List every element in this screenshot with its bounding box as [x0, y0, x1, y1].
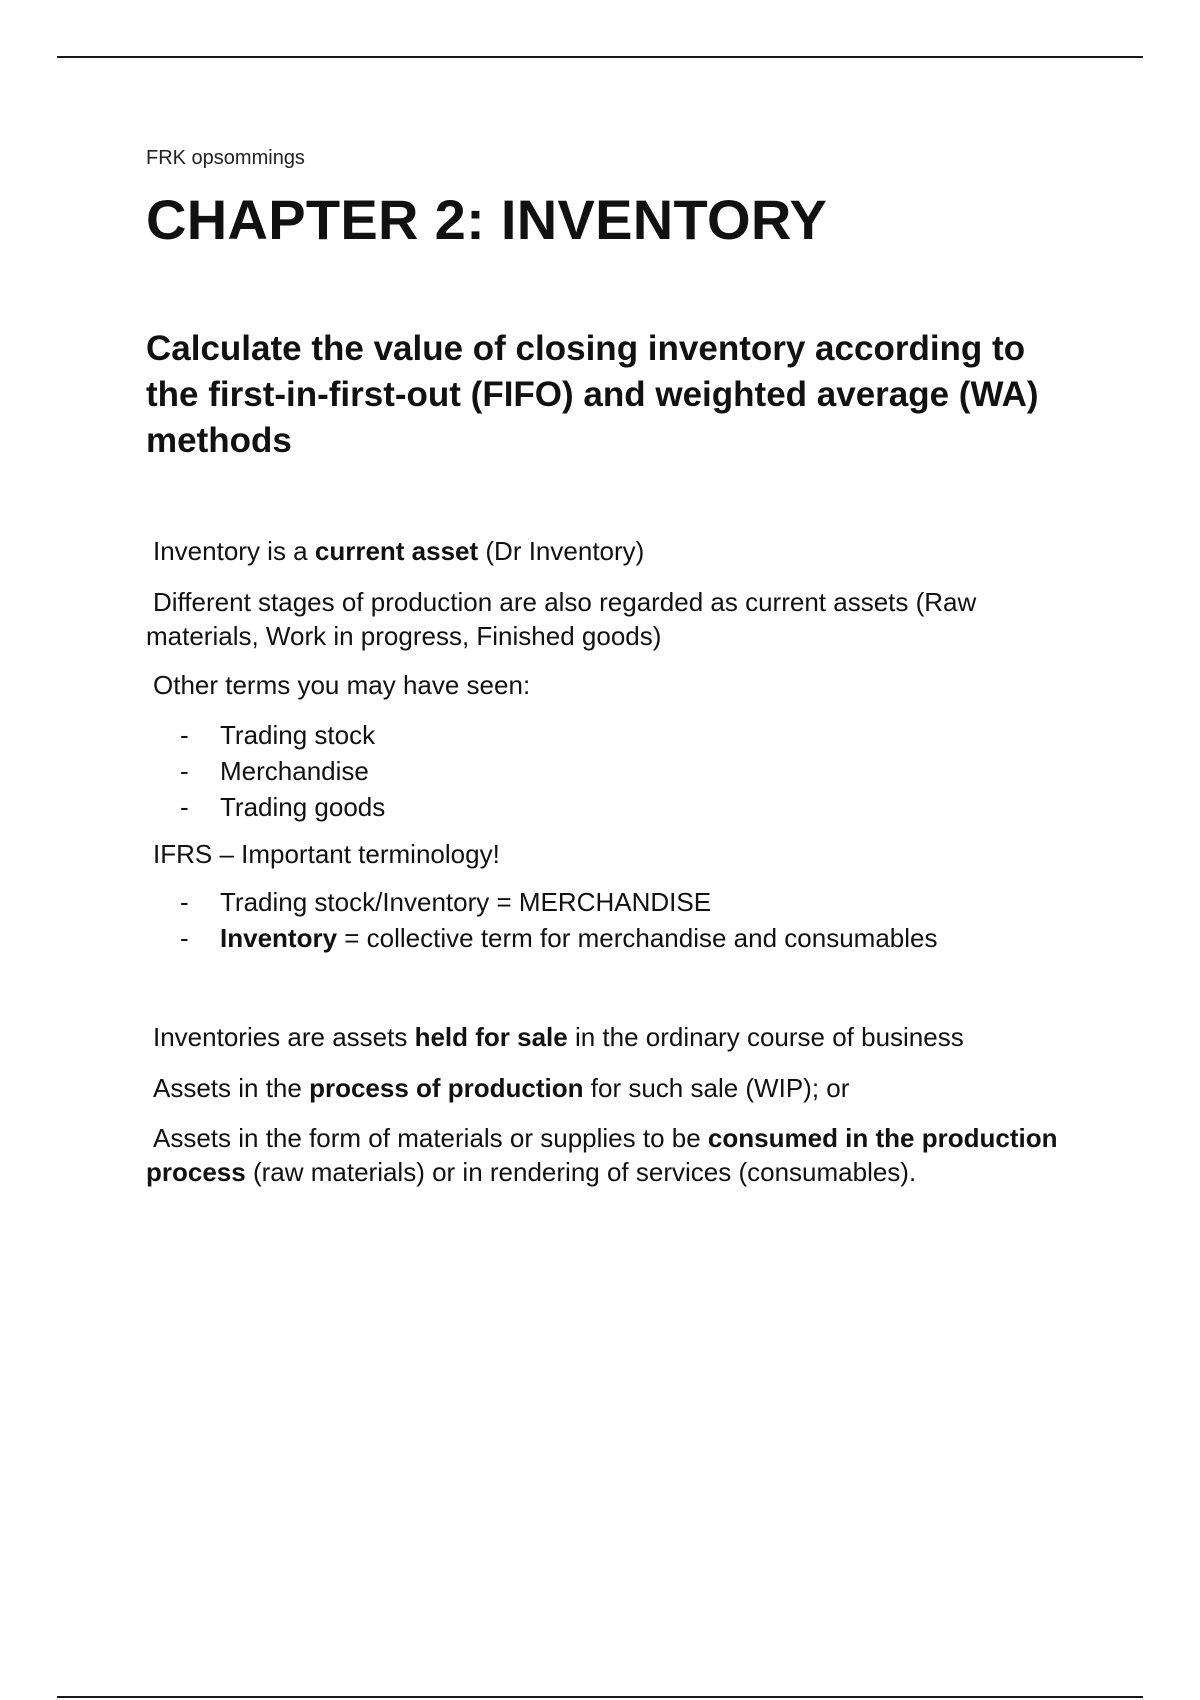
list-item-text: Merchandise — [220, 756, 369, 786]
text-fragment: Assets in the — [153, 1073, 310, 1103]
document-body — [146, 146, 1086, 1189]
bold-term: Inventory — [220, 923, 338, 953]
ifrs-terms-list — [146, 884, 1086, 956]
dash-bullet: - — [180, 923, 189, 953]
list-item — [180, 753, 1086, 789]
dash-bullet: - — [180, 756, 189, 786]
paragraph-consumed-in-production — [146, 1121, 1086, 1189]
bold-term: current asset — [314, 536, 479, 566]
text-fragment: (Dr Inventory) — [478, 536, 645, 566]
section-heading: Calculate the value of closing inventory according to the first-in-first-out (FIFO) and weighted average (WA) methods — [146, 329, 1039, 460]
bold-term: consumed in the production process — [146, 1123, 1058, 1187]
paragraph-current-asset — [146, 534, 1086, 568]
bold-term: held for sale — [414, 1022, 568, 1052]
bold-term: process of production — [309, 1073, 584, 1103]
dash-bullet: - — [180, 887, 189, 917]
list-item-text: Trading stock/Inventory = MERCHANDISE — [220, 887, 712, 917]
paragraph-held-for-sale — [146, 1020, 1086, 1054]
text-fragment: Inventory is a — [153, 536, 315, 566]
text-fragment: (raw materials) or in rendering of services (consumables). — [245, 1157, 917, 1187]
top-rule — [57, 56, 1143, 58]
paragraph-production-stages: Different stages of production are also regarded as current assets (Raw materials, Work in progress, Finished goods) — [146, 587, 977, 651]
chapter-title: CHAPTER 2: INVENTORY — [146, 188, 828, 251]
list-item-text: Trading stock — [220, 720, 376, 750]
dash-bullet: - — [180, 792, 189, 822]
other-terms-list — [146, 717, 1086, 825]
text-fragment: Assets in the form of materials or supplies to be — [153, 1123, 708, 1153]
list-item — [180, 884, 1086, 920]
list-item — [180, 789, 1086, 825]
list-item — [180, 717, 1086, 753]
paragraph-other-terms: Other terms you may have seen: — [153, 670, 531, 700]
dash-bullet: - — [180, 720, 189, 750]
header-note: FRK opsommings — [146, 147, 305, 169]
text-fragment: in the ordinary course of business — [567, 1022, 964, 1052]
paragraph-process-of-production — [146, 1071, 1086, 1105]
list-item-text: Trading goods — [220, 792, 386, 822]
bottom-rule — [57, 1696, 1143, 1698]
text-fragment: for such sale (WIP); or — [583, 1073, 850, 1103]
text-fragment: Inventories are assets — [153, 1022, 415, 1052]
list-item-text: = collective term for merchandise and consumables — [337, 923, 938, 953]
paragraph-ifrs-terminology: IFRS – Important terminology! — [153, 839, 500, 869]
list-item — [180, 920, 1086, 956]
